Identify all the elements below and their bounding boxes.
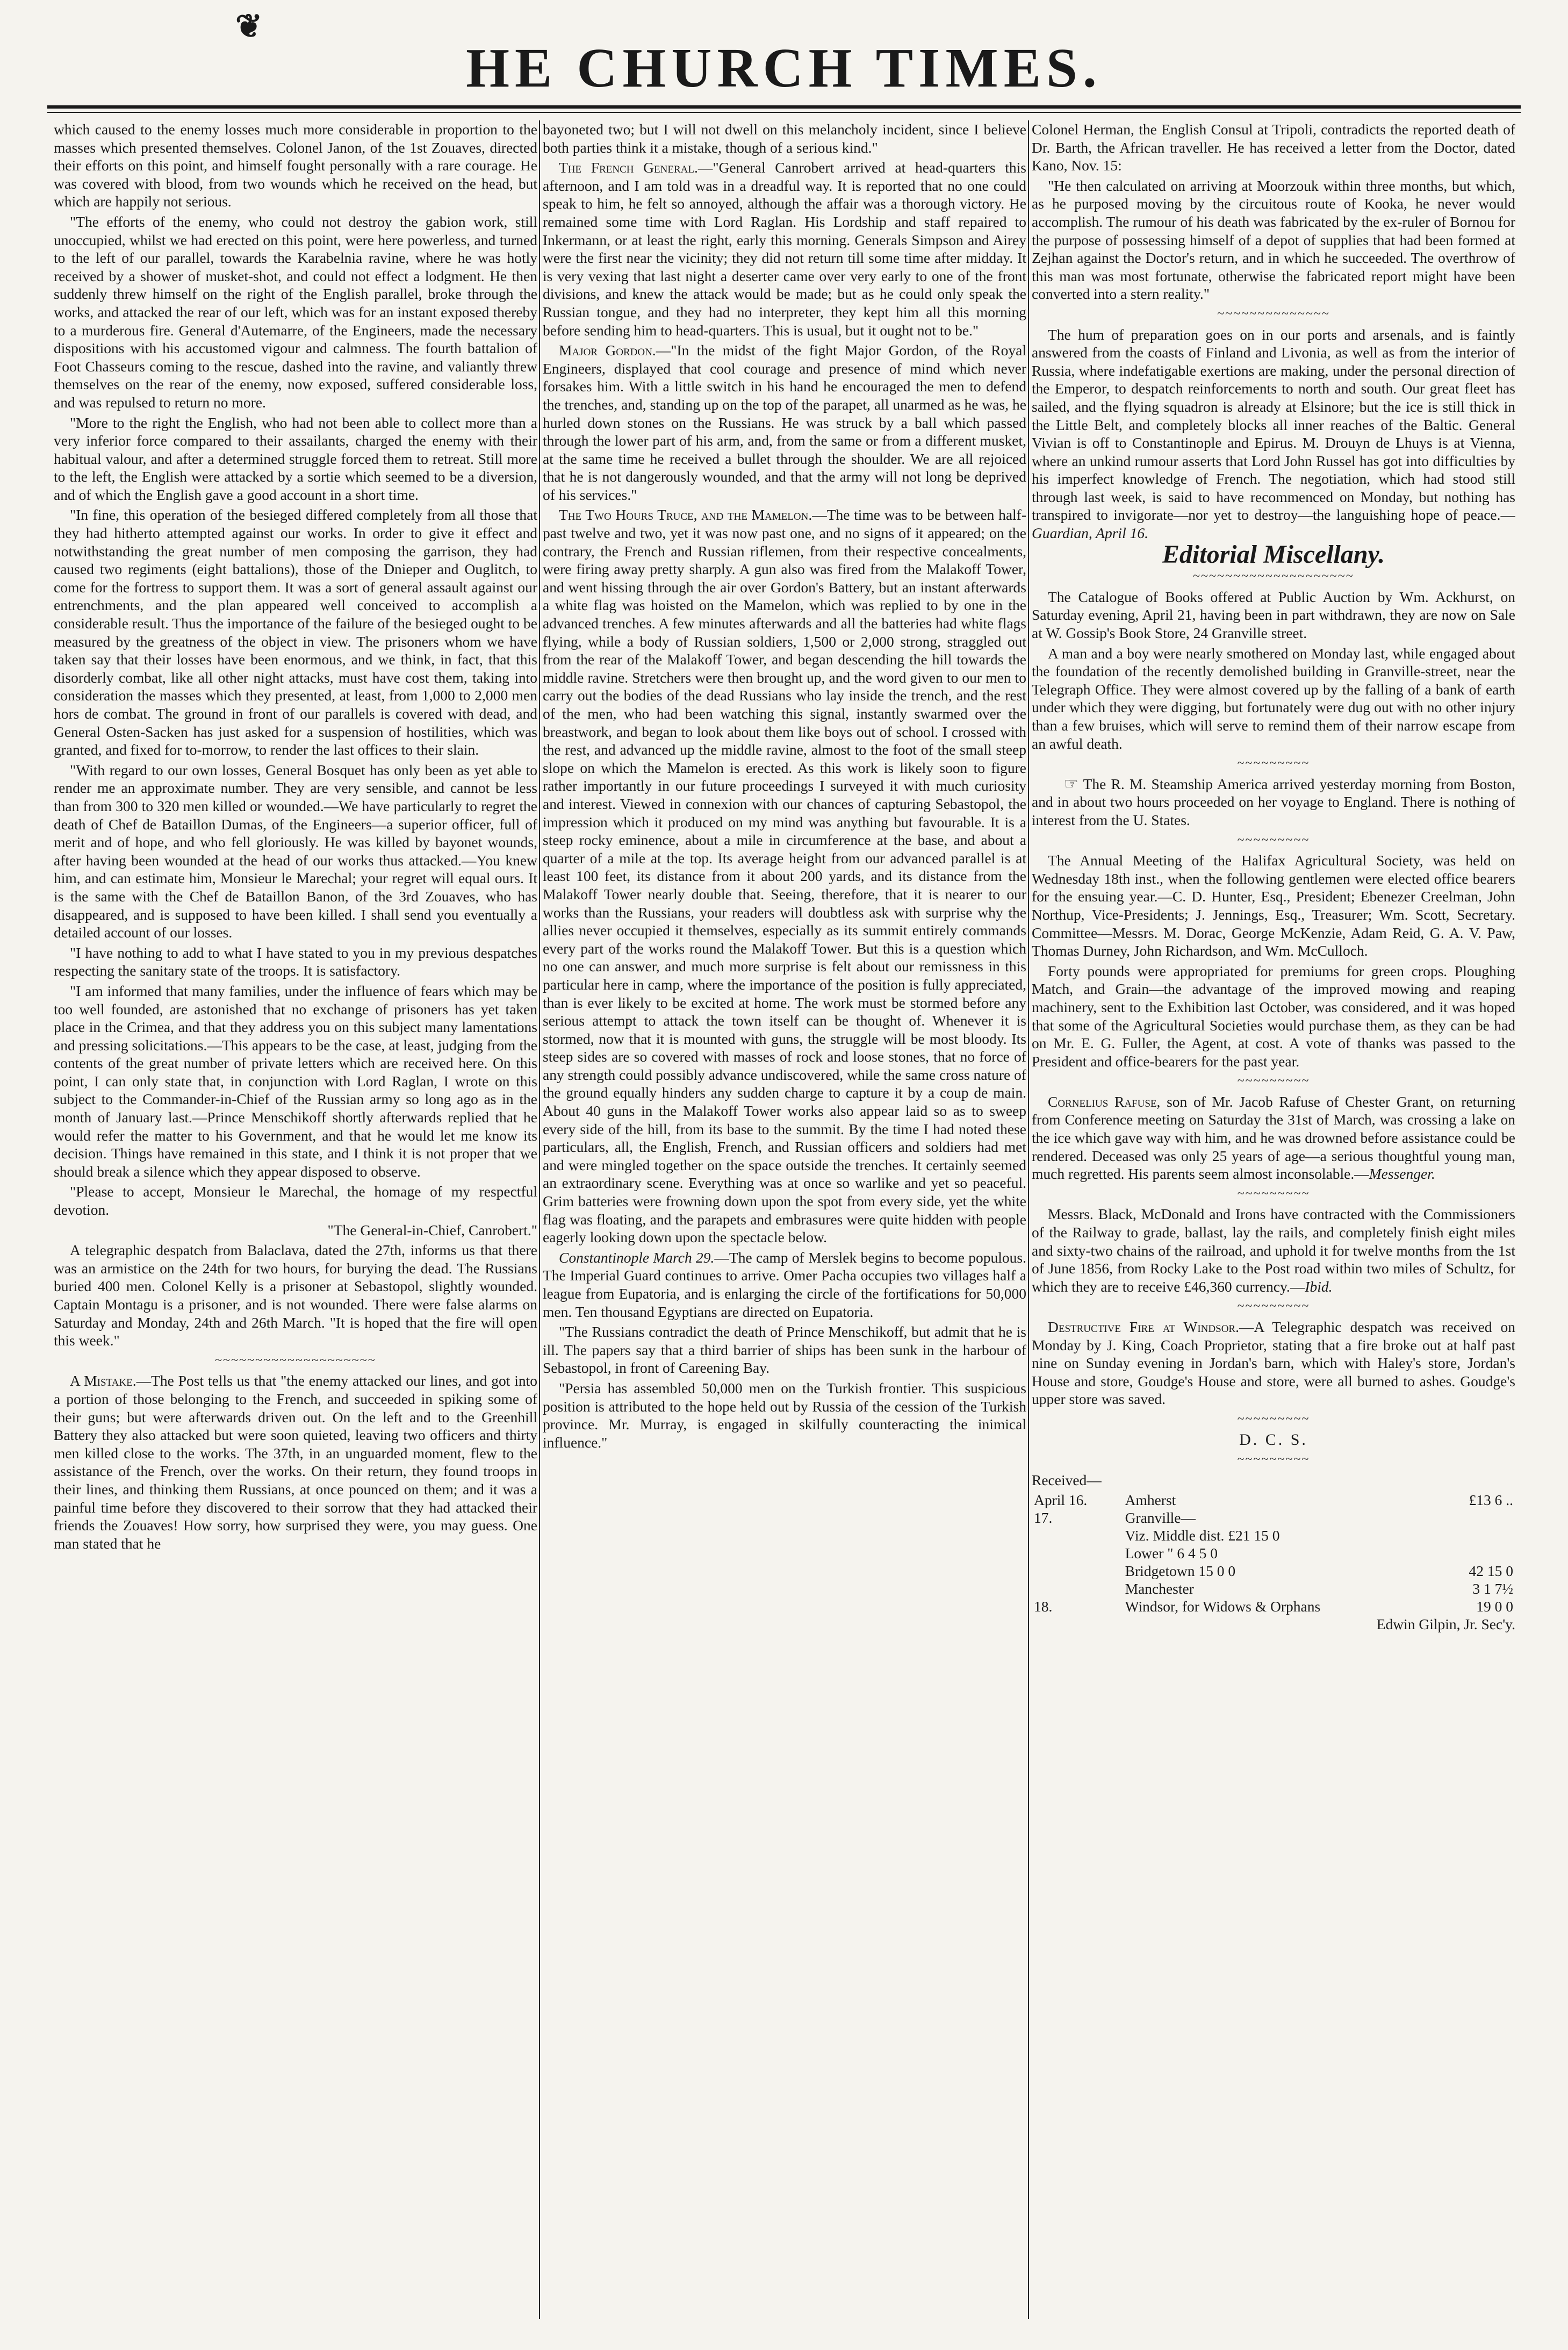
receipt-amount: 19 0 0 bbox=[1476, 1598, 1513, 1615]
article-body: —The camp of Merslek begins to become populous. The Imperial Guard continues to arrive. Omer Pacha occupies two villages half a league from Eupatoria, and is enlarging the circle of the fortifications for 50,000 men. Ten thousand Egyptians are directed on Eupatoria. bbox=[543, 1249, 1026, 1320]
section-divider: ~~~~~~~~~ bbox=[1237, 1299, 1310, 1314]
received-label: Received— bbox=[1032, 1471, 1102, 1488]
article-body: son of Mr. Jacob Rafuse of Chester Grant, on returning from Conference meeting on Saturday the 31st of March, was crossing a lake on the ice which gave way with him, and he was drowned before assistance could be rendered. Deceased was only 25 years of age—a serious thoughtful young man, much regretted. His parents seem almost inconsolable.— bbox=[1032, 1093, 1515, 1183]
section-divider: ~~~~~~~~~~~~~~~~~~~~ bbox=[1193, 569, 1354, 584]
masthead-rule bbox=[47, 105, 1521, 109]
article-fire bbox=[1032, 1318, 1515, 1408]
article-source: Ibid. bbox=[1305, 1278, 1333, 1295]
section-divider: ~~~~~~~~~ bbox=[1237, 833, 1310, 847]
receipt-place: Bridgetown 15 0 0 bbox=[1125, 1563, 1236, 1580]
paragraph: A man and a boy were nearly smothered on Monday last, while engaged about the foundation of the recently demolished building in Granville-street, near the Telegraph Office. They were almost covered up by the falling of a bank of earth under which they were digging, but fortunately were dug out with no other injury than a few bruises, which will serve to remind them of their narrow escape from an awful death. bbox=[1032, 644, 1515, 752]
receipt-amount bbox=[1438, 1544, 1515, 1562]
receipt-place: Granville— bbox=[1125, 1509, 1196, 1527]
receipt-amount: £13 6 .. bbox=[1469, 1492, 1513, 1509]
paragraph: "In fine, this operation of the besieged differed completely from all those that they had hitherto attempted against our works. In order to give it effect and notwithstanding the great number of men composing the garrison, they had caused two regiments (eight battalions), those of the Dnieper and Ouglitch, to come for the fortress to support them. It was a sort of general assault against our entrenchments, and the plan appeared well conceived to accomplish a considerable result. Thus the importance of the failure of the besieged ought to be measured by the greatness of the object in view. The prisoners whom we have taken say that their losses have been enormous, and we think, in fact, that this disorderly combat, like all other night attacks, must have cost them, taking into consideration the masses which they presented, at least, from 1,000 to 2,000 men hors de combat. The ground in front of our parallels is covered with dead, and General Osten-Sacken has just asked for a suspension of hostilities, which was granted, and fixed for to-morrow, to render the last offices to their slain. bbox=[54, 506, 537, 758]
paragraph: "Please to accept, Monsieur le Marechal, the homage of my respectful devotion. bbox=[54, 1183, 537, 1219]
article-body: —"General Canrobert arrived at head-quarters this afternoon, and I am told was in a dreadful way. It is reported that no one could speak to him, he felt so annoyed, although the affair was a thorough victory. He remained some time with Lord Raglan. His Lordship and staff repaired to Inkermann, or at least the right, early this morning. Generals Simpson and Airey were the first near the vicinity; they did not return till some time after midday. It is very vexing that last night a deserter came over very early to one of the front divisions, and knew the attack would be made; but as he could only speak the Russian tongue, and they had no interpreter, they kept him all this morning before sending him to head-quarters. This is usual, but it ought not to be." bbox=[543, 159, 1026, 339]
receipt-date: 17. bbox=[1034, 1509, 1053, 1527]
column-2 bbox=[543, 120, 1026, 2330]
pointing-hand-icon: ☞ bbox=[1064, 775, 1078, 793]
article-mistake bbox=[54, 1372, 537, 1552]
article-heading: Major Gordon. bbox=[559, 342, 656, 359]
article-heading: The Two Hours Truce, and the Mamelon. bbox=[559, 506, 812, 524]
section-heading-editorial-miscellany: Editorial Miscellany. bbox=[1162, 540, 1385, 569]
paragraph: "The Russians contradict the death of Prince Menschikoff, but admit that he is ill. The papers say that a third barrier of ships has been sunk in the harbour of Sebastopol, in front of Careening Bay. bbox=[543, 1323, 1026, 1377]
signature-canrobert: "The General-in-Chief, Canrobert." bbox=[327, 1221, 537, 1238]
article-heading: Constantinople March 29. bbox=[559, 1249, 715, 1266]
receipt-date bbox=[1032, 1544, 1123, 1562]
article-heading: Cornelius Rafuse, bbox=[1048, 1093, 1161, 1110]
article-truce bbox=[543, 506, 1026, 1246]
article-source: Guardian, April 16. bbox=[1032, 525, 1148, 542]
column-1 bbox=[54, 120, 537, 2330]
receipt-date bbox=[1032, 1562, 1123, 1580]
receipt-amount: 3 1 7½ bbox=[1472, 1580, 1513, 1597]
section-divider: ~~~~~~~~~~~~~~~~~~~~ bbox=[215, 1353, 376, 1367]
section-divider: ~~~~~~~~~ bbox=[1237, 1412, 1310, 1426]
paragraph: The Catalogue of Books offered at Public Auction by Wm. Ackhurst, on Saturday evening, April 21, having been in part withdrawn, they are now on Sale at W. Gossip's Book Store, 24 Granville street. bbox=[1032, 588, 1515, 642]
receipt-amount bbox=[1438, 1527, 1515, 1544]
receipt-place: Viz. Middle dist. £21 15 0 bbox=[1125, 1527, 1280, 1544]
article-railway bbox=[1032, 1205, 1515, 1295]
receipt-amount: 42 15 0 bbox=[1469, 1563, 1513, 1580]
article-body: —The time was to be between half-past twelve and two, yet it was now past one, and no signs of it appeared; on the contrary, the French and Russian riflemen, from their respective concealments, were firing away pretty sharply. A gun also was fired from the Malakoff Tower, and went hissing through the air over Gordon's Battery, but an instant afterwards a white flag was hoisted on the Mamelon, which was replied to by one in the advanced trenches. A few minutes afterwards and all the batteries had white flags flying, while a body of Russian soldiers, 1,500 or 2,000 strong, straggled out from the rear of the Malakoff Tower, and began descending the hill towards the middle ravine. Stretchers were then brought up, and the word given to our men to carry out the bodies of the dead Russians who lay inside the trench, and the rest of the men, who had been watching this signal, instantly swarmed over the breastwork, and began to look about them like boys out of school. I crossed with the rest, and advanced up the middle ravine, almost to the foot of the small steep slope on which the Mamelon is erected. As this work is likely soon to figure rather importantly in our future proceedings I surveyed it with much curiosity and interest. Viewed in connexion with our chances of capturing Sebastopol, the impression which it produced on my mind was anything but favourable. It is a steep rocky eminence, about a mile in circumference at the base, and about a quarter of a mile at the top. Its average height from our advanced parallel is at least 100 feet, its distance from it about 200 yards, and its distance from the Malakoff Tower nearly double that. Seeing, therefore, that it is nearer to our works than the Russians, your readers will doubtless ask with surprise why the allies never occupied it themselves, especially as its summit entirely commands every part of the works round the Malakoff Tower. But this is a question which no one can answer, and much more surprise is felt about our remissness in this particular here in camp, where the importance of the position is fully appreciated, than is ever likely to be excited at home. The work must be stormed before any serious attempt to attack the town itself can be thought of. Whenever it is stormed, now that it is mounted with guns, the struggle will be most bloody. Its steep sides are so covered with masses of rock and loose stones, that no force of any strength could possibly advance undiscovered, while the same cross nature of the ground equally hinders any sudden charge to capture it by a coup de main. About 40 guns in the Malakoff Tower works also appear laid so as to sweep every side of the hill, from its base to the summit. By the time I had noted these particulars, all, the English, French, and Russian officers and soldiers had met and were mingled together on the space outside the trenches. It certainly seemed an extraordinary scene. Everything was at once so warlike and yet so peaceful. Grim batteries were frowning down upon the spot from every side, yet the white flag was floating, and the parapets and embrasures were quite hidden with people eagerly looking down upon the spectacle below. bbox=[543, 506, 1026, 1246]
receipt-amount bbox=[1438, 1509, 1515, 1527]
table-row bbox=[1032, 1562, 1515, 1580]
receipt-date bbox=[1032, 1527, 1123, 1544]
paragraph: "I have nothing to add to what I have stated to you in my previous despatches respecting the sanitary state of the troops. It is satisfactory. bbox=[54, 944, 537, 979]
section-divider: ~~~~~~~~~ bbox=[1237, 1452, 1310, 1467]
paragraph: "He then calculated on arriving at Moorzouk within three months, but which, as he purposed moving by the circuitous route of Kooka, he never would accomplish. The rumour of his death was fabricated by the ex-ruler of Bornou for the purpose of possessing himself of a depot of supplies that had been formed at Zejhan against the Doctor's return, and in which he succeeded. The overthrow of this man was most fortunate, otherwise the fabricated report might have been converted into a stern reality." bbox=[1032, 177, 1515, 303]
dcs-heading: D. C. S. bbox=[1239, 1430, 1308, 1449]
article-body: —"In the midst of the fight Major Gordon, of the Royal Engineers, displayed that cool courage and presence of mind which never forsakes him. With a little switch in his hand he encouraged the men to defend the trenches, and, standing up on the top of the parapet, all unarmed as he was, he hurled down stones on the Russians. He was struck by a ball which passed through the lower part of his arm, and, from the same or from a different musket, at the same time he received a bullet through the shoulder. We are all rejoiced that he is not dangerously wounded, and that the army will not long be deprived of his services." bbox=[543, 342, 1026, 503]
article-body: The hum of preparation goes on in our ports and arsenals, and is faintly answered from the coasts of Finland and Livonia, as well as from the interior of Russia, where indefatigable exertions are making, under the personal direction of the Emperor, to despatch reinforcements to north and south. Our great fleet has sailed, and the flying squadron is already at Elsinore; but the ice is still thick in the Little Belt, and completely blocks all inner reaches of the Baltic. General Vivian is off to Constantinople and Epirus. M. Drouyn de Lhuys is at Vienna, where an unkind rumour asserts that Lord John Russel has got into difficulties by his imperfect knowledge of French. The negotiation, which had stood still through last week, is said to have recommenced on Monday, but nothing has transpired to invigorate—nor yet to destroy—the languishing hope of peace.— bbox=[1032, 326, 1515, 524]
page-ornament: ❦ bbox=[235, 9, 263, 44]
masthead-rule-thin bbox=[47, 112, 1521, 113]
section-divider: ~~~~~~~~~ bbox=[1237, 756, 1310, 771]
column-3 bbox=[1032, 120, 1515, 2330]
paragraph: which caused to the enemy losses much more considerable in proportion to the masses which presented themselves. Colonel Janon, of the 1st Zouaves, directed their efforts on this point, and himself fought personally with a rare courage. He was covered with blood, from two wounds which he received on the head, but which are happily not serious. bbox=[54, 121, 537, 210]
receipt-place: Lower " 6 4 5 0 bbox=[1125, 1545, 1218, 1562]
receipt-place: Amherst bbox=[1125, 1492, 1176, 1509]
article-steamship bbox=[1032, 775, 1515, 829]
paragraph: "With regard to our own losses, General Bosquet has only been as yet able to render me an approximate number. They are very sensible, and cannot be less than from 300 to 320 men killed or wounded.—We have particularly to regret the death of Chef de Bataillon Dumas, of the Engineers—a superior officer, full of merit and of hope, and who fell gloriously. He was killed by bayonet wounds, after having been wounded at the head of our works thus attacked.—You knew him, and can estimate him, Monsieur le Marechal; your regret will equal ours. It is the same with the Chef de Bataillon Banon, of the 3rd Zouaves, who has disappeared, and is supposed to have been killed. I shall send you eventually a detailed account of our losses. bbox=[54, 761, 537, 941]
section-divider: ~~~~~~~~~~~~~~ bbox=[1217, 306, 1330, 321]
article-constantinople bbox=[543, 1249, 1026, 1321]
table-row bbox=[1032, 1527, 1515, 1544]
article-heading: Destructive Fire at Windsor. bbox=[1048, 1319, 1239, 1335]
table-row bbox=[1032, 1509, 1515, 1527]
table-row bbox=[1032, 1580, 1515, 1597]
article-body: —A Telegraphic despatch was received on Monday by J. King, Coach Proprietor, stating that a fire broke out at half past nine on Sunday evening in Jordan's barn, which with Haley's store, Jordan's House and store, Goudge's House and store, were all burned to ashes. Goudge's upper store was saved. bbox=[1032, 1319, 1515, 1408]
article-source: Messenger. bbox=[1369, 1165, 1435, 1183]
receipt-place: Windsor, for Widows & Orphans bbox=[1125, 1598, 1321, 1615]
column-divider bbox=[1028, 120, 1029, 2319]
article-body: The R. M. Steamship America arrived yesterday morning from Boston, and in about two hours proceeded on her voyage to England. There is nothing of interest from the U. States. bbox=[1032, 775, 1515, 828]
signature-gilpin: Edwin Gilpin, Jr. Sec'y. bbox=[1376, 1616, 1515, 1633]
receipt-date: 18. bbox=[1034, 1598, 1053, 1615]
article-heading: The French General. bbox=[559, 159, 698, 176]
table-row bbox=[1032, 1544, 1515, 1562]
section-divider: ~~~~~~~~~ bbox=[1237, 1186, 1310, 1201]
paragraph: "More to the right the English, who had not been able to collect more than a very inferior force compared to their assailants, charged the enemy with their habitual valour, and after a determined struggle forced them to retreat. Still more to the left, the English were attacked by a sortie which seemed to be a diversion, and of which the English gave a good account in a short time. bbox=[54, 414, 537, 503]
article-french-general bbox=[543, 159, 1026, 339]
article-hum bbox=[1032, 326, 1515, 542]
paragraph: Colonel Herman, the English Consul at Tripoli, contradicts the reported death of Dr. Barth, the African traveller. He has received a letter from the Doctor, dated Kano, Nov. 15: bbox=[1032, 121, 1515, 174]
article-body: —The Post tells us that "the enemy attacked our lines, and got into a portion of those belonging to the French, and succeeded in spiking some of their guns; but were afterwards driven out. On the left and to the Greenhill Battery they also attacked but were soon quieted, leaving two officers and thirty men killed close to the works. The 37th, in an unguarded moment, flew to the assistance of the French, over the works. On their return, they found troops in their lines, and thinking them Russians, at once pounced on them; and it was a painful time before they discovered to their sorrow that they had attacked their friends the Zouaves! How sorry, how surprised they were, you may guess. One man stated that he bbox=[54, 1372, 537, 1552]
article-body: Messrs. Black, McDonald and Irons have contracted with the Commissioners of the Railway to grade, ballast, lay the rails, and completely finish eight miles and sixty-two chains of the railroad, and uphold it for twelve months from the 1st of June 1856, from Rocky Lake to the Post road within two miles of Schultz, for which they are to receive £46,360 currency.— bbox=[1032, 1206, 1515, 1295]
paragraph: "I am informed that many families, under the influence of fears which may be too well founded, are astonished that no exchange of prisoners has yet taken place in the Crimea, and that they address you on this subject many lamentations and pressing solicitations.—This appears to be the case, at least, judging from the contents of the great number of private letters which are received here. On this point, I can only state that, in conjunction with Lord Raglan, I wrote on this subject to the Commander-in-Chief of the Russian army so long ago as in the month of January last.—Prince Menschikoff shortly afterwards replied that he would refer the matter to his Government, and that he would let me know its decision. Things have remained in this state, and I think it is not proper that we should break a silence which they appear disposed to observe. bbox=[54, 982, 537, 1180]
paragraph: "The efforts of the enemy, who could not destroy the gabion work, still unoccupied, whilst we had erected on this point, were here powerless, and turned to the left of our parallel, towards the Karabelnia ravine, where he was hotly received by a shower of musket-shot, and could not effect a lodgment. He then suddenly threw himself on the right of the English parallel, broke through the works, and attacked the rear of our left, which was for an instant exposed thereby to a murderous fire. General d'Autemarre, of the Engineers, made the necessary dispositions with his accustomed vigour and calmness. The fourth battalion of Foot Chasseurs coming to the rescue, dashed into the ravine, and valiantly threw themselves on the rear of the enemy, now exposed, suffered considerable loss, and was repulsed to return no more. bbox=[54, 213, 537, 411]
paragraph: A telegraphic despatch from Balaclava, dated the 27th, informs us that there was an armistice on the 24th for two hours, for burying the dead. The Russians buried 400 men. Colonel Kelly is a prisoner at Sebastopol, slightly wounded. Captain Montagu is a prisoner, and is not wounded. There were false alarms on Saturday and Monday, 24th and 26th March. "It is hoped that the fire will open this week." bbox=[54, 1242, 537, 1349]
paragraph: "Persia has assembled 50,000 men on the Turkish frontier. This suspicious position is attributed to the hope held out by Russia of the cession of the Turkish province. Mr. Murray, is engaged in skilfully counteracting the inimical influence." bbox=[543, 1379, 1026, 1451]
article-rafuse bbox=[1032, 1093, 1515, 1183]
column-divider bbox=[539, 120, 540, 2319]
paragraph: The Annual Meeting of the Halifax Agricultural Society, was held on Wednesday 18th inst., when the following gentlemen were elected office bearers for the ensuing year.—C. D. Hunter, Esq., President; Ebenezer Creelman, John Northup, Vice-Presidents; J. Jennings, Esq., Treasurer; Wm. Scott, Secretary. Committee—Messrs. M. Dorac, George McKenzie, Adam Reid, G. A. V. Paw, Thomas Durney, John Richardson, and Wm. McCulloch. bbox=[1032, 852, 1515, 959]
table-row bbox=[1032, 1491, 1515, 1509]
article-major-gordon bbox=[543, 341, 1026, 504]
table-row bbox=[1032, 1597, 1515, 1615]
receipt-place: Manchester bbox=[1125, 1580, 1194, 1597]
masthead-title: HE CHURCH TIMES. bbox=[466, 37, 1102, 99]
article-heading: A Mistake. bbox=[70, 1372, 136, 1389]
section-divider: ~~~~~~~~~ bbox=[1237, 1074, 1310, 1088]
receipt-date: April 16. bbox=[1034, 1492, 1088, 1509]
paragraph: bayoneted two; but I will not dwell on this melancholy incident, since I believe both parties think it a mistake, though of a serious kind." bbox=[543, 121, 1026, 156]
receipts-table bbox=[1032, 1491, 1515, 1615]
paragraph: Forty pounds were appropriated for premiums for green crops. Ploughing Match, and Grain—the advantage of the improved mowing and reaping machinery, sent to the Exhibition last October, was considered, and it was hoped that some of the Agricultural Societies would purchase them, as they can be had on Mr. E. G. Fuller, the Agent, at cost. A vote of thanks was passed to the President and office-bearers for the past year. bbox=[1032, 962, 1515, 1070]
receipt-date bbox=[1032, 1580, 1123, 1597]
